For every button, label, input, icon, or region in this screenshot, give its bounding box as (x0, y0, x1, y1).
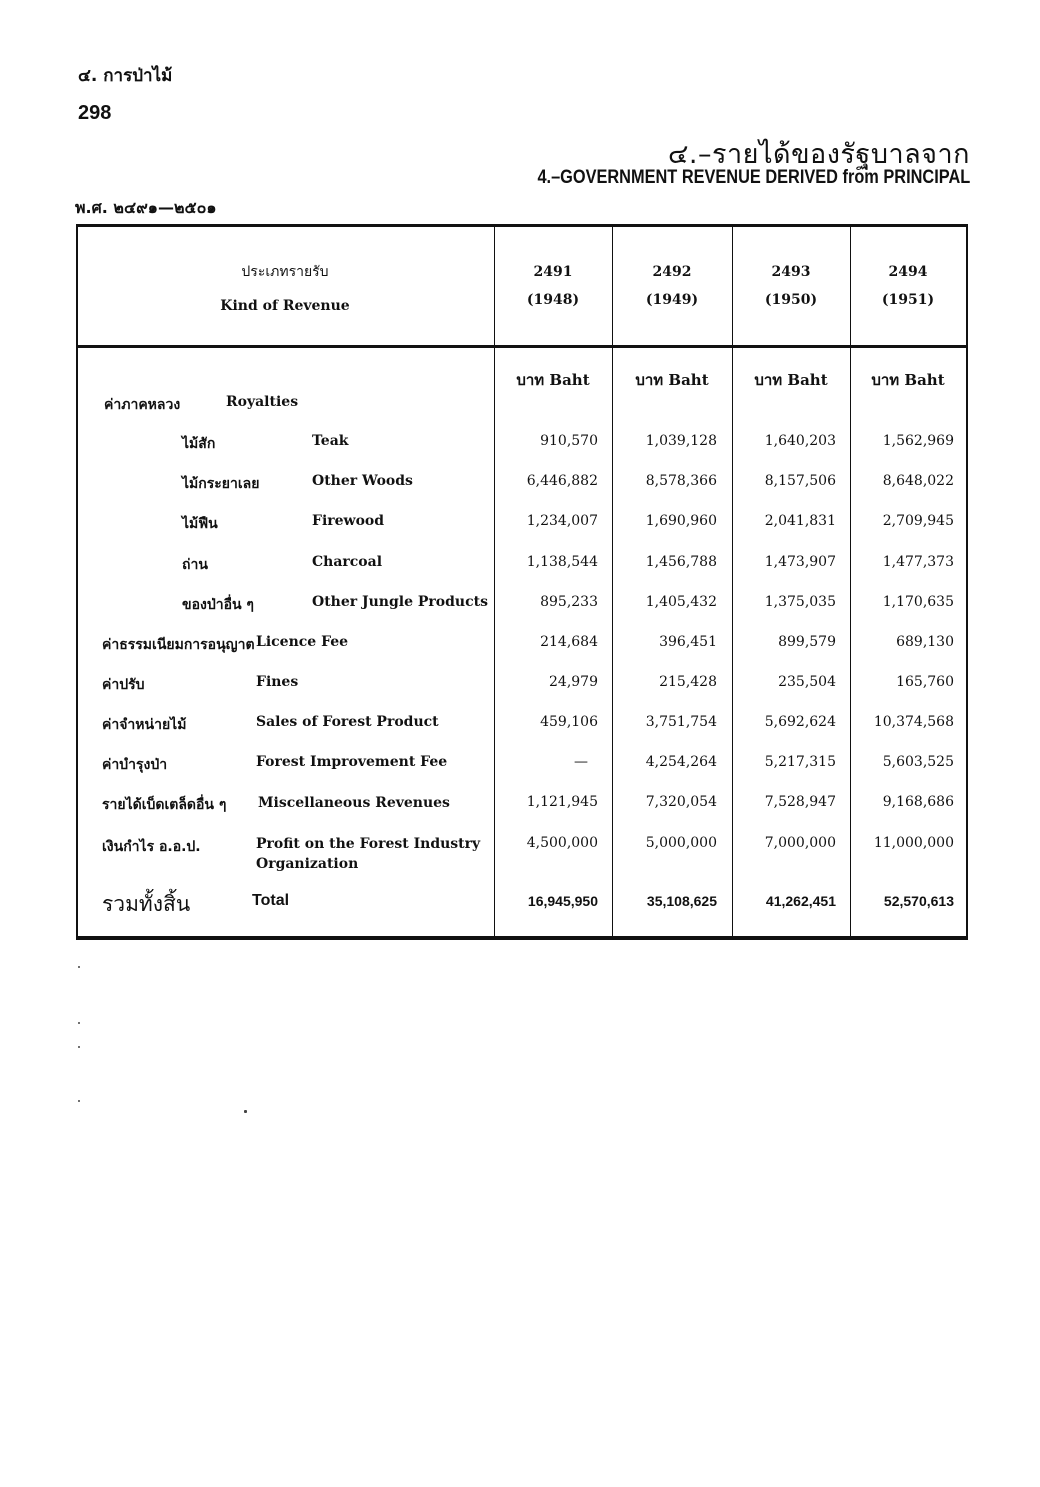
cell-value: 7,320,054 (645, 794, 717, 810)
cell-value: 165,760 (896, 674, 954, 690)
column-year-2492: 2492 (652, 264, 692, 280)
cell-value: 1,234,007 (526, 513, 598, 529)
cell-value: 24,979 (549, 674, 598, 690)
row-label-thai: ไม้กระยาเลย (182, 476, 260, 492)
row-label-thai: เงินกำไร อ.อ.ป. (102, 839, 201, 855)
row-label-thai: ไม้สัก (182, 436, 216, 452)
header-bottom-rule (76, 345, 968, 348)
column-rule-1 (494, 224, 495, 940)
column-rule-3 (732, 224, 733, 940)
table-top-rule (76, 224, 968, 227)
cell-value: 3,751,754 (645, 714, 717, 730)
title-thai: ๔.–รายได้ของรัฐบาลจาก (667, 139, 970, 170)
cell-value: 2,041,831 (764, 513, 836, 529)
row-label-thai: ค่าจำหน่ายไม้ (102, 717, 187, 733)
total-label-thai: รวมทั้งสิ้น (102, 892, 191, 916)
cell-value: 6,446,882 (526, 473, 598, 489)
row-label-thai: ค่าธรรมเนียมการอนุญาต (102, 637, 255, 653)
cell-value: 5,217,315 (764, 754, 836, 770)
total-value: 35,108,625 (646, 893, 717, 909)
cell-value: 5,000,000 (645, 835, 717, 851)
revenue-table (76, 224, 968, 940)
row-label-english: Miscellaneous Revenues (258, 795, 450, 811)
table-bottom-rule (76, 936, 968, 940)
column-rule-4 (850, 224, 851, 940)
cell-value: 4,500,000 (526, 835, 598, 851)
cell-value: 2,709,945 (882, 513, 954, 529)
column-year-2493: 2493 (771, 264, 811, 280)
row-label-thai: ถ่าน (182, 557, 208, 573)
total-value: 16,945,950 (527, 893, 598, 909)
unit-label: บาท Baht (871, 371, 945, 389)
column-year-2494: 2494 (888, 264, 928, 280)
cell-value: 7,528,947 (764, 794, 836, 810)
cell-value: 1,121,945 (526, 794, 598, 810)
cell-value: 895,233 (540, 594, 598, 610)
column-ce-1949: (1949) (645, 292, 699, 308)
column-year-2491: 2491 (533, 264, 573, 280)
column-ce-1950: (1950) (764, 292, 818, 308)
cell-value: 899,579 (778, 634, 836, 650)
cell-value: 11,000,000 (873, 835, 954, 851)
table-right-rule (966, 224, 968, 940)
cell-value: 459,106 (540, 714, 598, 730)
royalties-label-thai: ค่าภาคหลวง (104, 397, 181, 413)
cell-value: 1,562,969 (882, 433, 954, 449)
kind-of-revenue-english: Kind of Revenue (220, 298, 350, 314)
row-label-thai: ค่าปรับ (102, 677, 145, 693)
cell-value: 689,130 (896, 634, 954, 650)
unit-label: บาท Baht (516, 371, 590, 389)
cell-value: 214,684 (540, 634, 598, 650)
cell-value: 1,690,960 (645, 513, 717, 529)
row-label-english: Sales of Forest Product (256, 714, 439, 730)
cell-value: 10,374,568 (873, 714, 954, 730)
row-label-english: Other Woods (312, 473, 413, 489)
cell-value: 8,578,366 (645, 473, 717, 489)
year-range: พ.ศ. ๒๔๙๑—๒๕๐๑ (75, 198, 217, 217)
row-label-english: Other Jungle Products (312, 594, 488, 610)
cell-value: 910,570 (540, 433, 598, 449)
print-speck (78, 1046, 80, 1048)
cell-value: 9,168,686 (882, 794, 954, 810)
row-label-thai: ไม้ฟืน (182, 516, 218, 532)
cell-value: 1,405,432 (645, 594, 717, 610)
cell-value: 235,504 (778, 674, 836, 690)
cell-value: 8,157,506 (764, 473, 836, 489)
kind-of-revenue-thai: ประเภทรายรับ (241, 264, 329, 280)
row-label-english: Profit on the Forest Industry (256, 836, 481, 852)
cell-value: 1,138,544 (526, 554, 598, 570)
cell-value: 1,473,907 (764, 554, 836, 570)
total-value: 52,570,613 (883, 893, 954, 909)
cell-value: 1,640,203 (764, 433, 836, 449)
title-english: 4.–GOVERNMENT REVENUE DERIVED from PRINCIPAL (537, 167, 970, 188)
row-label-english: Firewood (312, 513, 385, 529)
royalties-label-english: Royalties (226, 394, 299, 410)
row-label-thai: ของป่าอื่น ๆ (182, 597, 254, 613)
column-rule-2 (612, 224, 613, 940)
cell-value: 4,254,264 (645, 754, 717, 770)
row-label-english: Fines (256, 674, 299, 690)
section-label: ๔. การป่าไม้ (78, 66, 173, 86)
print-speck (78, 966, 80, 968)
row-label-english: Charcoal (312, 554, 383, 570)
cell-value: — (574, 754, 588, 770)
cell-value: 1,456,788 (645, 554, 717, 570)
page-number: 298 (78, 102, 112, 124)
print-speck (78, 1022, 80, 1024)
cell-value: 8,648,022 (882, 473, 954, 489)
table-left-rule (76, 224, 78, 940)
cell-value: 5,692,624 (764, 714, 836, 730)
unit-label: บาท Baht (754, 371, 828, 389)
cell-value: 396,451 (659, 634, 717, 650)
row-label-thai: รายได้เบ็ดเตล็ดอื่น ๆ (102, 797, 227, 813)
print-speck (78, 1100, 80, 1102)
row-label-english: Licence Fee (256, 634, 349, 650)
unit-label: บาท Baht (635, 371, 709, 389)
cell-value: 1,477,373 (882, 554, 954, 570)
cell-value: 5,603,525 (882, 754, 954, 770)
column-ce-1951: (1951) (881, 292, 935, 308)
row-label-english: Forest Improvement Fee (256, 754, 448, 770)
cell-value: 7,000,000 (764, 835, 836, 851)
cell-value: 215,428 (659, 674, 717, 690)
cell-value: 1,039,128 (645, 433, 717, 449)
cell-value: 1,375,035 (764, 594, 836, 610)
cell-value: 1,170,635 (882, 594, 954, 610)
total-value: 41,262,451 (765, 893, 836, 909)
total-label-english: Total (252, 892, 290, 909)
row-label-english: Teak (312, 433, 349, 449)
print-speck (244, 1110, 247, 1113)
row-label-english-continued: Organization (256, 856, 359, 872)
row-label-thai: ค่าบำรุงป่า (102, 757, 168, 773)
column-ce-1948: (1948) (526, 292, 580, 308)
